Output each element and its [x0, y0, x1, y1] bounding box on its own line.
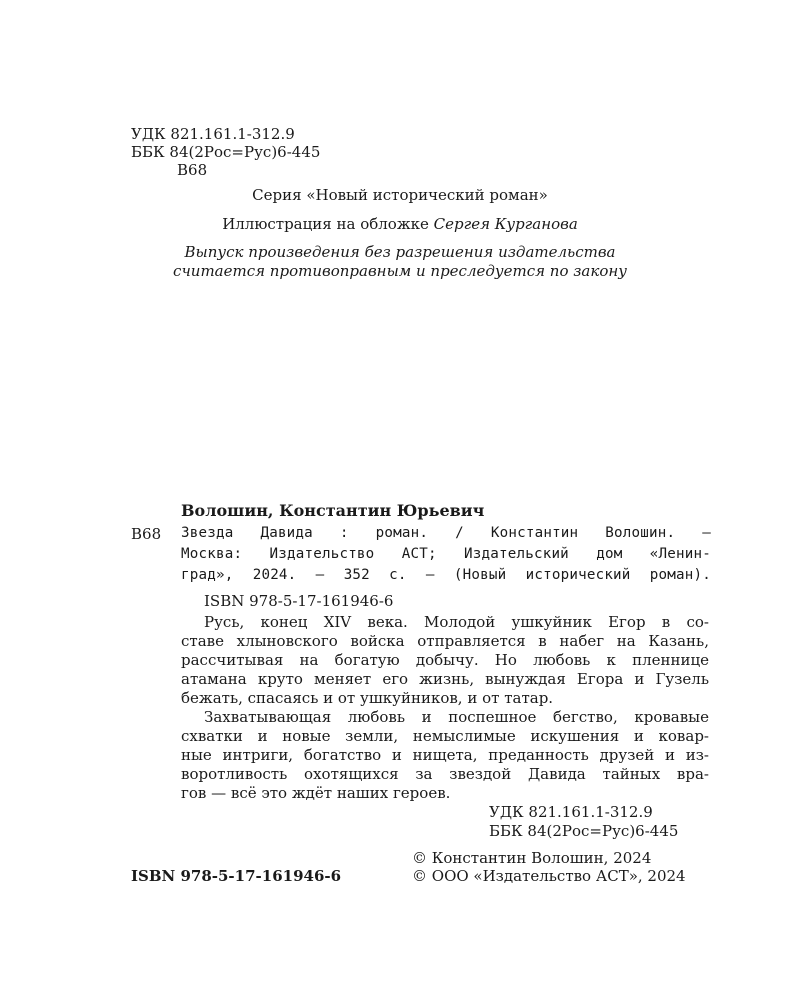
annotation-line: ставе хлыновского войска отправляется в набег на Казань, [181, 632, 709, 650]
biblio-line: Звезда Давида : роман. / Константин Волошин. — [181, 525, 711, 541]
bbk-code-top: ББК 84(2Рос=Рус)6-445 [131, 143, 321, 161]
author-mark-top: В68 [177, 161, 208, 179]
annotation-line: гов — всё это ждёт наших героев. [181, 784, 451, 802]
annotation-line: схватки и новые земли, немыслимые искушения и ковар- [181, 727, 709, 745]
illustration-credit [0, 215, 800, 234]
author-heading: Волошин, Константин Юрьевич [181, 501, 485, 520]
isbn-entry: ISBN 978-5-17-161946-6 [204, 592, 394, 610]
copyright-publisher: © ООО «Издательство АСТ», 2024 [412, 867, 686, 885]
annotation-line: бежать, спасаясь и от ушкуйников, и от татар. [181, 689, 554, 707]
copyright-author: © Константин Волошин, 2024 [412, 849, 652, 867]
isbn-bottom: ISBN 978-5-17-161946-6 [131, 867, 342, 885]
copyright-warning-line-2: считается противоправным и преследуется по закону [173, 262, 627, 280]
annotation-line: Захватывающая любовь и поспешное бегство, кровавые [204, 708, 709, 726]
annotation-line: Русь, конец XIV века. Молодой ушкуйник Егор в со- [204, 613, 709, 631]
annotation-line: рассчитывая на богатую добычу. Но любовь к пленнице [181, 651, 709, 669]
annotation-line: воротливость охотящихся за звездой Давида тайных вра- [181, 765, 709, 783]
udk-code-top: УДК 821.161.1-312.9 [131, 125, 295, 143]
biblio-line: Москва: Издательство АСТ; Издательский дом «Ленин- [181, 546, 711, 562]
illustration-prefix: Иллюстрация на обложке [222, 215, 434, 233]
annotation-line: атамана круто меняет его жизнь, вынуждая Егора и Гузель [181, 670, 709, 688]
udk-code-bottom: УДК 821.161.1-312.9 [489, 803, 653, 821]
annotation [181, 613, 709, 803]
copyright-warning-line-1: Выпуск произведения без разрешения издательства [184, 243, 616, 261]
bibliographic-description [181, 523, 711, 586]
illustration-artist: Сергея Курганова [433, 215, 578, 233]
biblio-line: град», 2024. — 352 с. — (Новый исторический роман). [181, 567, 711, 583]
bbk-code-bottom: ББК 84(2Рос=Рус)6-445 [489, 822, 679, 840]
series-title: Серия «Новый исторический роман» [252, 186, 548, 204]
author-mark-entry: В68 [131, 525, 162, 543]
annotation-line: ные интриги, богатство и нищета, преданность друзей и из- [181, 746, 709, 764]
